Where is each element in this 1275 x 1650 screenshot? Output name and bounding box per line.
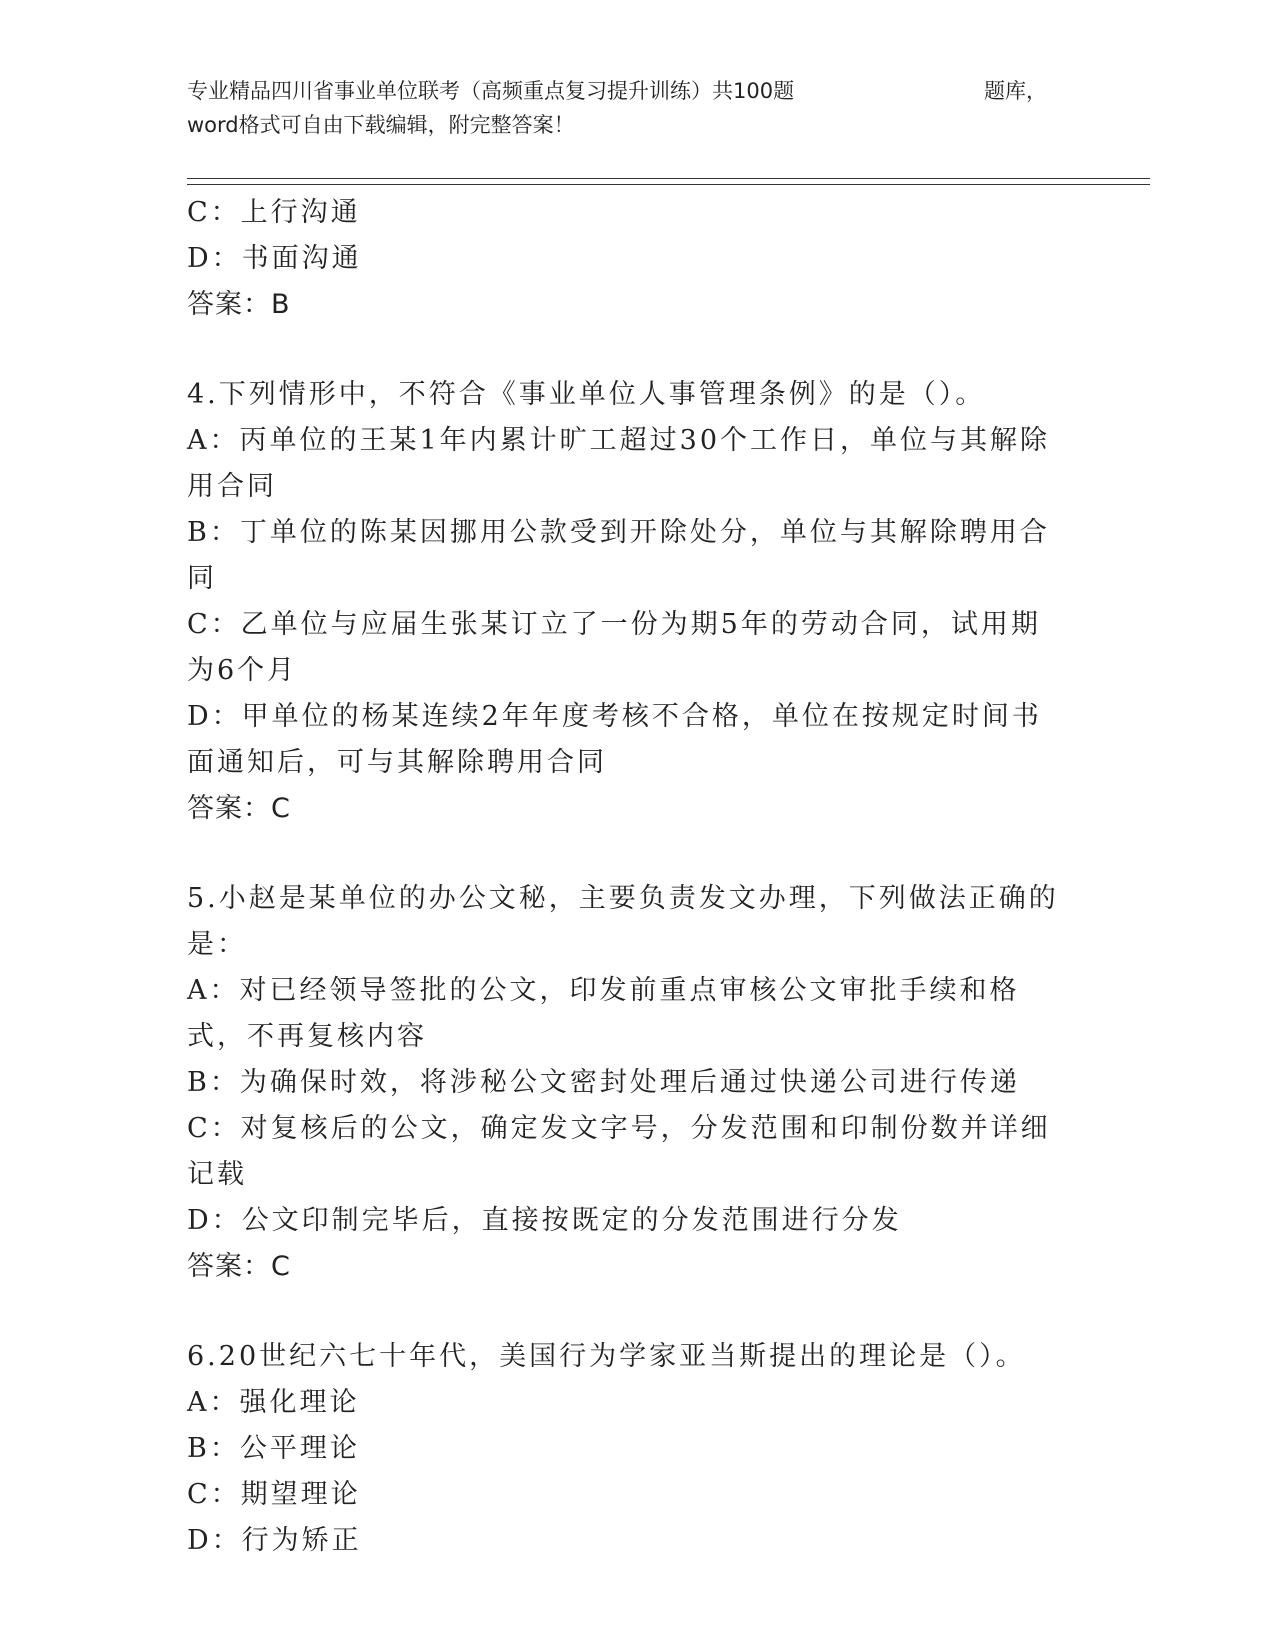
- option-d: D：行为矫正: [187, 1525, 362, 1556]
- option-c: C：期望理论: [187, 1479, 361, 1510]
- question-4: [187, 372, 1067, 832]
- option-d: D：公文印制完毕后，直接按既定的分发范围进行分发: [187, 1205, 902, 1236]
- option-b: B：公平理论: [187, 1433, 360, 1464]
- option-c: C：对复核后的公文，确定发文字号，分发范围和印制份数并详细记载: [187, 1113, 1051, 1190]
- document-header: [187, 74, 1047, 142]
- option-c: C：乙单位与应届生张某订立了一份为期5年的劳动合同，试用期为6个月: [187, 609, 1041, 686]
- option-d: D：甲单位的杨某连续2年年度考核不合格，单位在按规定时间书面通知后，可与其解除聘用合同: [187, 701, 1042, 778]
- spacer: [187, 832, 1067, 876]
- option-a: A：对已经领导签批的公文，印发前重点审核公文审批手续和格式，不再复核内容: [187, 975, 1020, 1052]
- question-stem: 5.小赵是某单位的办公文秘，主要负责发文办理，下列做法正确的是：: [187, 883, 1059, 960]
- header-title: 专业精品四川省事业单位联考（高频重点复习提升训练）共100题: [187, 79, 795, 103]
- question-stem: 4.下列情形中，不符合《事业单位人事管理条例》的是（）。: [187, 379, 986, 410]
- answer: 答案：C: [187, 1251, 291, 1282]
- option-b: B：丁单位的陈某因挪用公款受到开除处分，单位与其解除聘用合同: [187, 517, 1050, 594]
- question-3-tail: [187, 190, 1067, 328]
- option-b: B：为确保时效，将涉秘公文密封处理后通过快递公司进行传递: [187, 1067, 1020, 1098]
- spacer: [187, 1290, 1067, 1334]
- header-title-suffix: 题库，: [984, 79, 1047, 103]
- answer: 答案：C: [187, 793, 291, 824]
- answer: 答案：B: [187, 289, 291, 320]
- option-c: C：上行沟通: [187, 197, 361, 228]
- header-rule-top: [187, 178, 1150, 179]
- option-d: D：书面沟通: [187, 243, 362, 274]
- spacer: [187, 328, 1067, 372]
- header-line-1: [187, 74, 1047, 108]
- question-5: [187, 876, 1067, 1290]
- option-a: A：丙单位的王某1年内累计旷工超过30个工作日，单位与其解除用合同: [187, 425, 1051, 502]
- option-a: A：强化理论: [187, 1387, 360, 1418]
- header-line-2: word格式可自由下载编辑，附完整答案！: [187, 113, 575, 137]
- question-list: [187, 190, 1067, 1564]
- question-stem: 6.20世纪六七十年代，美国行为学家亚当斯提出的理论是（）。: [187, 1341, 1026, 1372]
- header-rule-bottom: [187, 184, 1150, 185]
- question-6: [187, 1334, 1067, 1564]
